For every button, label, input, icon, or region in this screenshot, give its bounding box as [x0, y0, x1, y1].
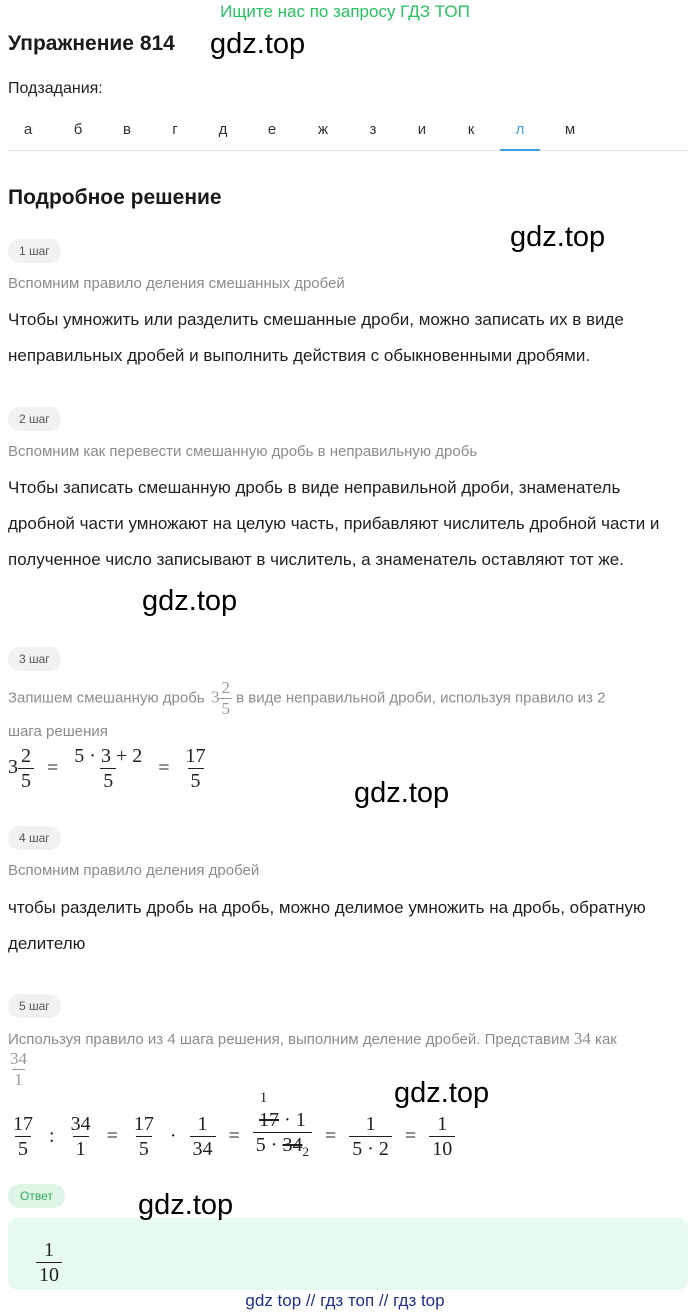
fraction	[131, 1112, 157, 1161]
frac-num: 17	[133, 1112, 154, 1135]
frac-den: 10	[36, 1262, 62, 1287]
page-title: Упражнение 814	[8, 32, 175, 55]
section-title: Подробное решение	[8, 186, 222, 209]
cancel-sub: 2	[302, 1144, 309, 1159]
mixed-whole: 3	[210, 687, 220, 707]
answer-badge: Ответ	[8, 1184, 65, 1208]
tab-12[interactable]: м	[564, 121, 576, 138]
tab-1[interactable]: а	[23, 121, 33, 138]
tab-7[interactable]: ж	[317, 121, 329, 138]
cancel-result: 1	[259, 1090, 268, 1106]
frac-den: 5	[136, 1136, 152, 1161]
tab-3[interactable]: в	[123, 121, 131, 138]
division-formula	[8, 1090, 457, 1164]
hint-text: шага решения	[8, 723, 108, 740]
tab-8[interactable]: з	[369, 121, 377, 138]
frac-den: 1	[14, 1070, 23, 1089]
step-badge: 3 шаг	[8, 647, 61, 671]
step-text: Чтобы умножить или разделить смешанные дроби, можно записать их в виде неправильных дробей и выполнить действия с обыкновенными дробями.	[8, 310, 624, 365]
step-hint: Вспомним как перевести смешанную дробь в неправильную дробь	[8, 443, 478, 460]
equals-sign: =	[47, 757, 59, 779]
frac-den: 1	[73, 1136, 89, 1161]
step-text: чтобы разделить дробь на дробь, можно делимое умножить на дробь, обратную делителю	[8, 898, 646, 953]
fraction	[10, 1112, 36, 1161]
frac-den: 34	[190, 1136, 216, 1161]
conversion-formula	[8, 744, 211, 793]
watermark: gdz.top	[142, 585, 238, 617]
hint-fraction	[8, 1049, 29, 1090]
fraction	[183, 744, 209, 793]
frac-den: 5	[15, 1136, 31, 1161]
watermark: gdz.top	[510, 221, 606, 253]
frac-num: 17	[185, 745, 206, 767]
hint-text: Используя правило из 4 шага решения, выполним деление дробей. Представим	[8, 1031, 570, 1048]
cancelled-fraction	[253, 1090, 312, 1164]
frac-den-pre: 5 ·	[255, 1134, 278, 1156]
frac-num: 17	[13, 1112, 33, 1135]
fraction	[68, 1112, 94, 1161]
frac-num: 5 · 3 + 2	[74, 745, 143, 767]
frac-den: 5 · 2	[349, 1136, 392, 1161]
divide-sign: :	[49, 1124, 55, 1147]
watermark: gdz.top	[394, 1077, 490, 1109]
step-hint: Вспомним правило деления дробей	[8, 862, 260, 879]
step-badge: 4 шаг	[8, 826, 61, 850]
subtasks-label: Подзадания:	[8, 80, 103, 97]
hint-text: в виде неправильной дроби, используя правило из 2	[236, 689, 606, 707]
fraction	[71, 744, 145, 793]
frac-num: 2	[221, 678, 230, 697]
hint-number: 34	[573, 1029, 591, 1048]
step-badge: 1 шаг	[8, 239, 61, 263]
tab-5[interactable]: д	[218, 121, 228, 138]
fraction	[190, 1112, 216, 1161]
watermark: gdz.top	[138, 1189, 234, 1221]
frac-den: 10	[429, 1136, 455, 1161]
frac-den: 5	[221, 699, 230, 718]
fraction	[349, 1112, 392, 1161]
frac-num: 1	[365, 1112, 376, 1135]
mixed-whole: 3	[8, 756, 18, 779]
answer-fraction	[34, 1238, 64, 1287]
multiply-sign: ·	[169, 1124, 177, 1147]
frac-num: 2	[21, 745, 31, 767]
step-hint	[8, 1025, 684, 1054]
struck-num: 17	[259, 1109, 280, 1131]
equals-sign: =	[324, 1124, 337, 1147]
equals-sign: =	[228, 1124, 240, 1147]
watermark: gdz.top	[354, 777, 450, 809]
tab-11[interactable]: л	[500, 118, 540, 151]
tab-2[interactable]: б	[73, 121, 83, 138]
frac-den: 5	[18, 768, 34, 793]
fraction	[18, 744, 34, 793]
frac-num: 1	[44, 1239, 54, 1261]
step-hint: Вспомним правило деления смешанных дробей	[8, 275, 345, 292]
promo-link[interactable]: Ищите нас по запросу ГДЗ ТОП	[220, 2, 470, 21]
frac-num: 1	[437, 1112, 448, 1135]
tab-4[interactable]: г	[172, 121, 178, 138]
hint-text: Запишем смешанную дробь	[8, 689, 205, 707]
frac-num-rest: · 1	[284, 1109, 306, 1131]
frac-num: 34	[70, 1112, 91, 1135]
step-badge: 5 шаг	[8, 994, 61, 1018]
tab-6[interactable]: е	[267, 121, 277, 138]
step-text: Чтобы записать смешанную дробь в виде неправильной дроби, знаменатель дробной части умножают на целую часть, прибавляют числитель дробной части и полученное число записывают в числитель, а знаменатель оставляют тот же.	[8, 478, 660, 569]
equals-sign: =	[404, 1124, 417, 1147]
struck-den: 34	[282, 1134, 303, 1156]
hint-text: как	[595, 1031, 617, 1048]
step-badge: 2 шаг	[8, 407, 61, 431]
frac-num: 34	[10, 1049, 27, 1068]
equals-sign: =	[158, 757, 170, 779]
frac-den: 5	[188, 768, 204, 793]
footer-links[interactable]: gdz top // гдз топ // гдз top	[245, 1291, 445, 1310]
frac-den: 5	[100, 768, 116, 793]
watermark: gdz.top	[210, 28, 306, 60]
tab-9[interactable]: и	[417, 121, 427, 138]
mixed-frac-part	[219, 678, 232, 719]
answer-box	[8, 1218, 688, 1290]
subtask-tabs	[8, 118, 688, 151]
tab-10[interactable]: к	[467, 121, 475, 138]
fraction	[429, 1112, 455, 1161]
equals-sign: =	[106, 1124, 118, 1147]
frac-num: 1	[197, 1112, 208, 1135]
step-hint	[8, 678, 684, 745]
